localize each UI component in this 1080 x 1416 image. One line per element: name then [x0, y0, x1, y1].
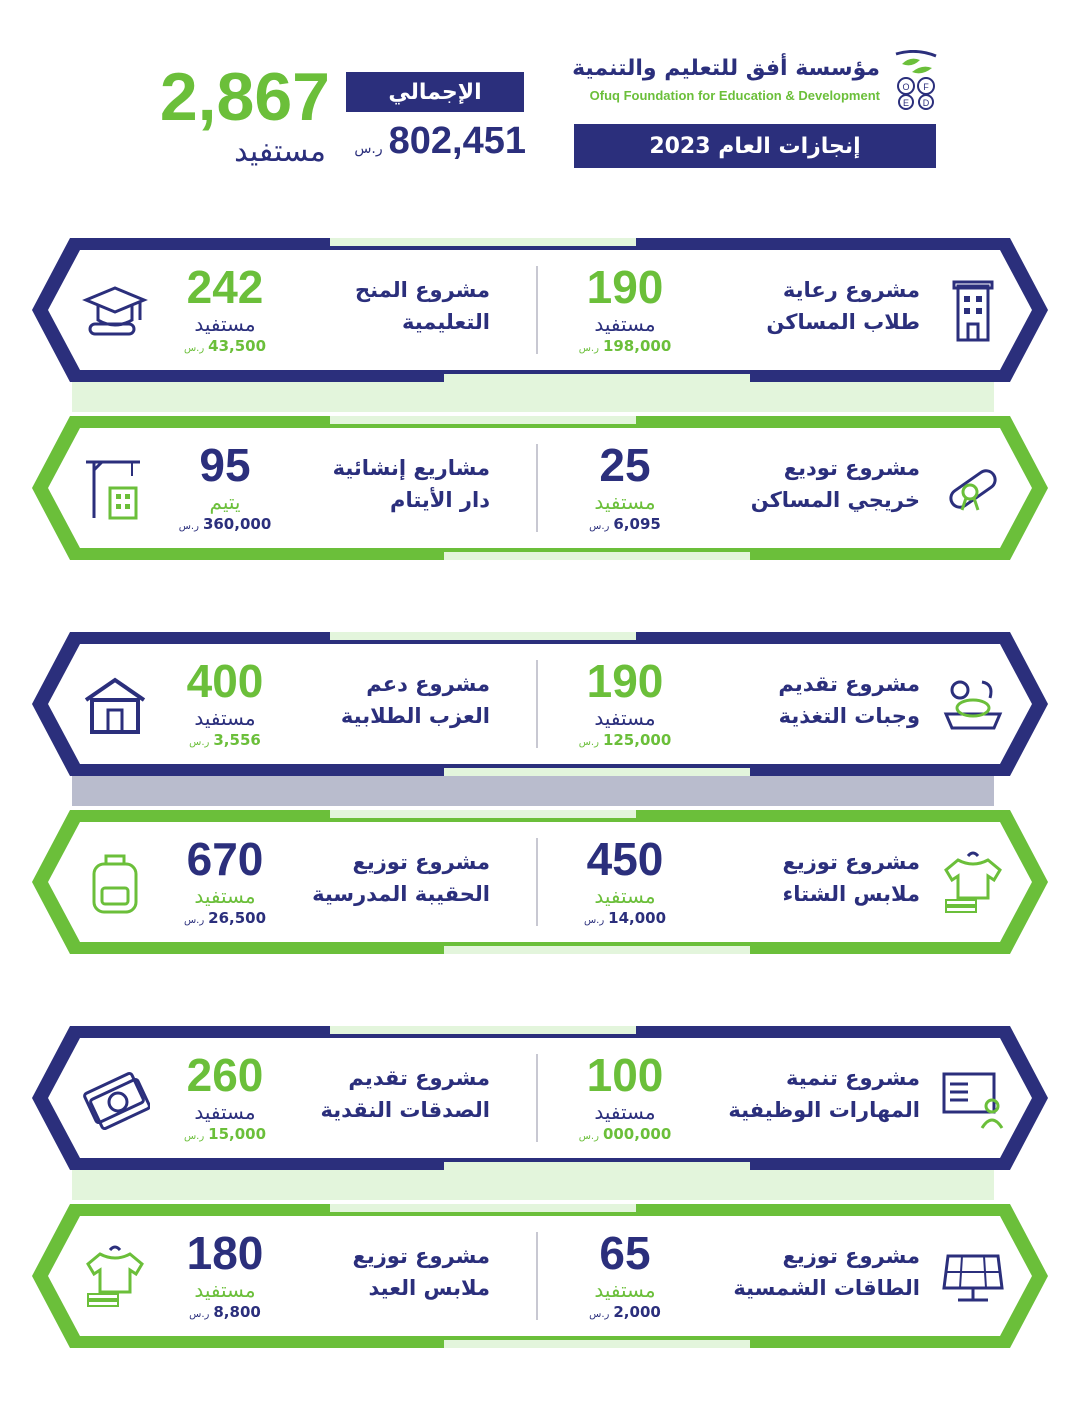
project-title-line2: المهارات الوظيفية: [728, 1098, 920, 1122]
project-card-3: [30, 630, 1050, 778]
project-amount: [160, 514, 290, 537]
project-count: 400: [186, 655, 264, 707]
project-title-line1: مشروع المنح: [354, 278, 490, 302]
project-amount-value: 360,000: [202, 515, 272, 533]
project-title-line1: مشروع توزيع: [782, 850, 920, 874]
project-count: 95: [199, 439, 251, 491]
project-amount: [560, 908, 690, 931]
project-count: 190: [586, 261, 664, 313]
project-title-line1: مشاريع إنشائية: [332, 456, 490, 480]
project-title-line2: العزب الطلابية: [340, 704, 490, 728]
building-icon: [938, 276, 1008, 346]
project-title-line2: طلاب المساكن: [766, 310, 920, 334]
project-title-line2: وجبات التغذية: [778, 704, 920, 728]
project-item: [40, 1202, 540, 1350]
project-title: [260, 846, 490, 910]
project-amount: [160, 1302, 290, 1325]
project-count-label: يتيم: [209, 490, 241, 514]
project-title-line2: الصدقات النقدية: [320, 1098, 490, 1122]
project-count: 180: [186, 1227, 264, 1279]
project-item: [540, 1024, 1040, 1172]
total-amount: [340, 120, 526, 166]
project-title-line1: مشروع توزيع: [782, 1244, 920, 1268]
project-amount-value: 15,000: [208, 1125, 267, 1143]
clothes-icon: [938, 848, 1008, 918]
project-amount: [160, 908, 290, 931]
project-card-4: [30, 808, 1050, 956]
total-label: الإجمالي: [346, 72, 524, 112]
total-beneficiaries-label: مستفيد: [234, 134, 326, 169]
project-amount-value: 26,500: [208, 909, 267, 927]
project-amount-value: 14,000: [608, 909, 667, 927]
svg-text:E: E: [902, 98, 910, 108]
project-count-label: مستفيد: [194, 884, 256, 908]
project-count: 450: [586, 833, 664, 885]
project-count-label: مستفيد: [194, 1100, 256, 1124]
project-currency: ر.س: [583, 915, 605, 926]
project-title: [260, 668, 490, 732]
project-amount-value: 000,000: [602, 1125, 672, 1143]
project-title-line1: مشروع توزيع: [352, 850, 490, 874]
project-title-line1: مشروع تنمية: [786, 1066, 920, 1090]
project-amount: [160, 1124, 290, 1147]
project-count-label: مستفيد: [594, 1100, 656, 1124]
project-currency: ر.س: [578, 1131, 599, 1142]
project-card-2: [30, 414, 1050, 562]
meal-icon: [938, 670, 1008, 740]
project-amount: [560, 730, 690, 753]
total-currency: ر.س: [354, 141, 383, 157]
project-count-label: مستفيد: [594, 1278, 656, 1302]
project-count: 190: [586, 655, 664, 707]
project-title-line2: ملابس الشتاء: [782, 882, 920, 906]
project-amount: [160, 730, 290, 753]
band-3: [72, 1170, 994, 1200]
year-title: إنجازات العام 2023: [574, 124, 936, 168]
project-currency: ر.س: [578, 343, 599, 354]
project-count-label: مستفيد: [594, 706, 656, 730]
project-title-line2: الحقيبة المدرسية: [312, 882, 490, 906]
project-item: [40, 414, 540, 562]
header: [0, 0, 1080, 200]
project-title: [260, 274, 490, 338]
project-count-label: مستفيد: [194, 1278, 256, 1302]
project-title-line1: مشروع رعاية: [782, 278, 920, 302]
project-currency: ر.س: [189, 1309, 210, 1320]
org-name-english: Ofuq Foundation for Education & Development: [589, 88, 880, 103]
svg-text:F: F: [923, 82, 929, 92]
svg-text:D: D: [922, 98, 930, 108]
backpack-icon: [80, 848, 150, 918]
project-title-line1: مشروع توديع: [783, 456, 920, 480]
project-item: [40, 808, 540, 956]
cash-icon: [80, 1064, 150, 1134]
project-amount-value: 3,556: [213, 731, 261, 749]
project-amount: [160, 336, 290, 359]
project-amount: [560, 514, 690, 537]
project-title-line2: دار الأيتام: [390, 488, 490, 512]
project-item: [40, 236, 540, 384]
project-title: [260, 1062, 490, 1126]
project-currency: ر.س: [578, 737, 599, 748]
project-currency: ر.س: [183, 1131, 205, 1142]
project-amount-value: 2,000: [613, 1303, 661, 1321]
project-title: [690, 668, 920, 732]
project-count-label: مستفيد: [594, 490, 656, 514]
project-title-line2: ملابس العيد: [368, 1276, 490, 1300]
project-count: 100: [586, 1049, 664, 1101]
project-currency: ر.س: [183, 915, 205, 926]
band-2: [72, 776, 994, 806]
project-count: 25: [599, 439, 651, 491]
presentation-board-icon: [938, 1064, 1008, 1134]
project-card-6: [30, 1202, 1050, 1350]
svg-text:O: O: [902, 82, 910, 92]
solar-panel-icon: [938, 1242, 1008, 1312]
clothes-icon: [80, 1242, 150, 1312]
graduation-cap-icon: [80, 276, 150, 346]
project-item: [540, 1202, 1040, 1350]
project-currency: ر.س: [178, 521, 199, 532]
project-amount-value: 125,000: [602, 731, 672, 749]
project-amount: [560, 1124, 690, 1147]
project-count: 670: [186, 833, 264, 885]
total-amount-value: 802,451: [388, 120, 526, 162]
project-item: [540, 414, 1040, 562]
project-title-line1: مشروع دعم: [366, 672, 490, 696]
construction-crane-icon: [80, 454, 150, 524]
project-card-1: [30, 236, 1050, 384]
project-count: 260: [186, 1049, 264, 1101]
project-amount: [560, 1302, 690, 1325]
project-amount-value: 6,095: [613, 515, 661, 533]
project-card-5: [30, 1024, 1050, 1172]
project-title: [690, 274, 920, 338]
project-count: 242: [186, 261, 264, 313]
project-title: [690, 1062, 920, 1126]
project-title-line1: مشروع توزيع: [352, 1244, 490, 1268]
project-count-label: مستفيد: [594, 884, 656, 908]
ofed-logo-icon: [888, 50, 944, 110]
project-item: [540, 808, 1040, 956]
project-title: [690, 452, 920, 516]
project-title: [690, 846, 920, 910]
project-count: 65: [599, 1227, 651, 1279]
project-count-label: مستفيد: [194, 312, 256, 336]
org-name-arabic: مؤسسة أفق للتعليم والتنمية: [572, 56, 880, 81]
project-title: [690, 1240, 920, 1304]
project-item: [40, 630, 540, 778]
diploma-icon: [938, 454, 1008, 524]
project-title: [260, 1240, 490, 1304]
project-amount-value: 198,000: [602, 337, 672, 355]
project-title: [260, 452, 490, 516]
project-title-line1: مشروع تقديم: [778, 672, 920, 696]
project-currency: ر.س: [183, 343, 205, 354]
project-item: [540, 236, 1040, 384]
project-item: [40, 1024, 540, 1172]
project-currency: ر.س: [589, 1309, 610, 1320]
project-title-line2: خريجي المساكن: [750, 488, 920, 512]
project-item: [540, 630, 1040, 778]
project-currency: ر.س: [589, 521, 610, 532]
project-title-line2: التعليمية: [401, 310, 490, 334]
project-title-line1: مشروع تقديم: [348, 1066, 490, 1090]
project-count-label: مستفيد: [594, 312, 656, 336]
project-amount-value: 8,800: [213, 1303, 261, 1321]
project-count-label: مستفيد: [194, 706, 256, 730]
project-currency: ر.س: [189, 737, 210, 748]
project-amount-value: 43,500: [208, 337, 267, 355]
band-1: [72, 382, 994, 412]
total-beneficiaries: 2,867: [159, 59, 330, 135]
project-title-line2: الطاقات الشمسية: [733, 1276, 920, 1300]
project-amount: [560, 336, 690, 359]
house-icon: [80, 670, 150, 740]
